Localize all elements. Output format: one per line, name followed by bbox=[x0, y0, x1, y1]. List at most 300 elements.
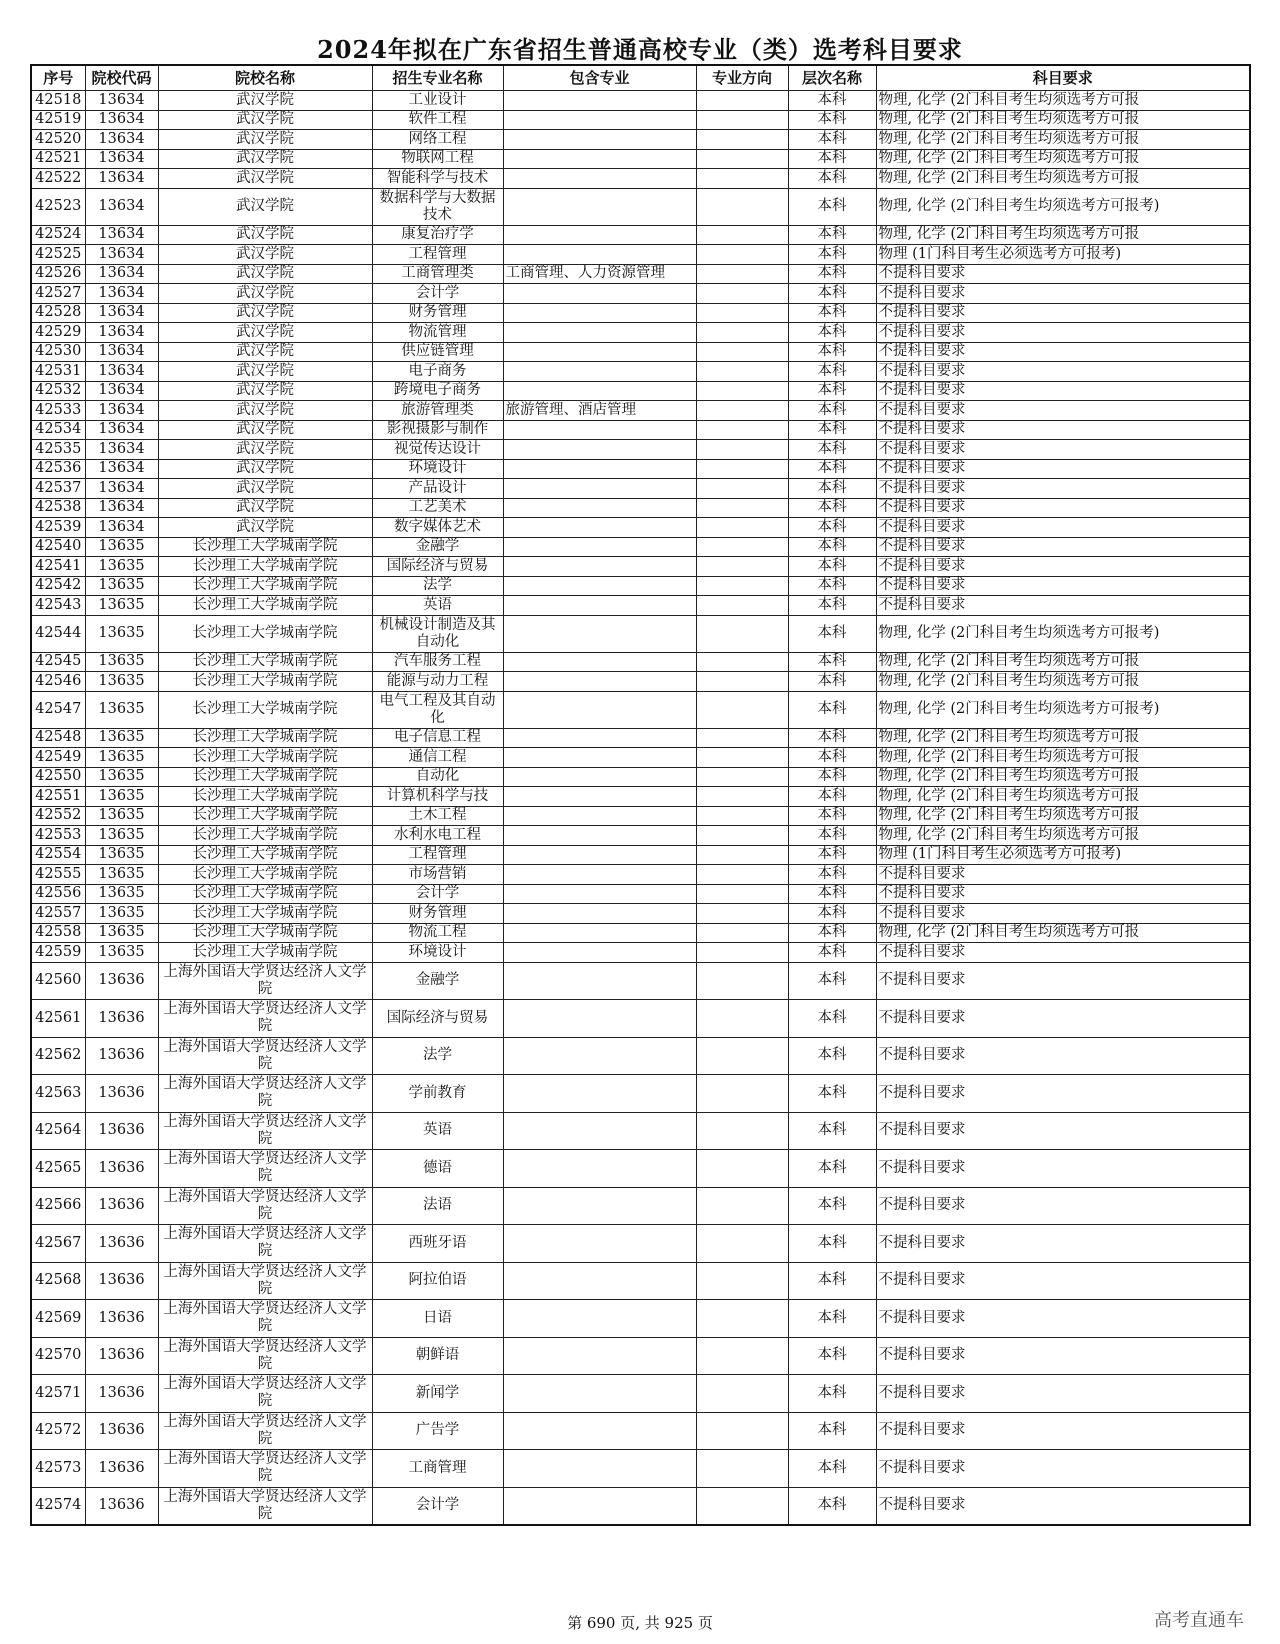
table-cell: 武汉学院 bbox=[158, 169, 372, 189]
table-row bbox=[31, 245, 1250, 265]
table-cell: 本科 bbox=[788, 303, 876, 323]
table-cell: 13636 bbox=[85, 962, 158, 1000]
table-cell bbox=[696, 884, 788, 904]
table-cell: 物理, 化学 (2门科目考生均须选考方可报 bbox=[876, 110, 1250, 130]
table-cell bbox=[696, 615, 788, 652]
table-row bbox=[31, 381, 1250, 401]
table-cell bbox=[696, 1112, 788, 1150]
table-cell: 不提科目要求 bbox=[876, 557, 1250, 577]
table-cell: 物理, 化学 (2门科目考生均须选考方可报 bbox=[876, 91, 1250, 111]
col-header-index: 序号 bbox=[31, 65, 85, 91]
table-cell: 本科 bbox=[788, 728, 876, 748]
table-cell bbox=[503, 615, 696, 652]
table-cell: 42573 bbox=[31, 1450, 85, 1488]
table-cell: 本科 bbox=[788, 787, 876, 807]
table-cell: 42543 bbox=[31, 596, 85, 616]
table-cell: 13636 bbox=[85, 1075, 158, 1113]
table-row bbox=[31, 615, 1250, 652]
table-cell: 物理, 化学 (2门科目考生均须选考方可报 bbox=[876, 169, 1250, 189]
table-row bbox=[31, 1075, 1250, 1113]
table-cell bbox=[696, 962, 788, 1000]
table-cell: 本科 bbox=[788, 1225, 876, 1263]
table-cell: 物理, 化学 (2门科目考生均须选考方可报考) bbox=[876, 188, 1250, 225]
table-cell: 42559 bbox=[31, 943, 85, 963]
table-cell: 长沙理工大学城南学院 bbox=[158, 806, 372, 826]
table-cell: 长沙理工大学城南学院 bbox=[158, 576, 372, 596]
table-row bbox=[31, 1112, 1250, 1150]
table-cell: 13634 bbox=[85, 284, 158, 304]
table-cell: 物理, 化学 (2门科目考生均须选考方可报 bbox=[876, 130, 1250, 150]
table-cell: 上海外国语大学贤达经济人文学院 bbox=[158, 1000, 372, 1038]
table-cell: 42520 bbox=[31, 130, 85, 150]
table-cell: 电子商务 bbox=[372, 362, 503, 382]
table-cell: 物理, 化学 (2门科目考生均须选考方可报 bbox=[876, 652, 1250, 672]
table-cell: 市场营销 bbox=[372, 865, 503, 885]
table-cell: 本科 bbox=[788, 1300, 876, 1338]
table-cell bbox=[503, 1112, 696, 1150]
table-row bbox=[31, 904, 1250, 924]
table-cell: 42532 bbox=[31, 381, 85, 401]
table-cell bbox=[503, 1225, 696, 1263]
table-cell: 本科 bbox=[788, 149, 876, 169]
table-cell: 本科 bbox=[788, 381, 876, 401]
table-cell: 旅游管理类 bbox=[372, 401, 503, 421]
table-row bbox=[31, 169, 1250, 189]
table-cell: 机械设计制造及其自动化 bbox=[372, 615, 503, 652]
table-cell: 本科 bbox=[788, 401, 876, 421]
table-cell bbox=[696, 557, 788, 577]
table-cell: 法学 bbox=[372, 1037, 503, 1075]
table-cell: 金融学 bbox=[372, 962, 503, 1000]
table-cell: 42521 bbox=[31, 149, 85, 169]
table-cell: 土木工程 bbox=[372, 806, 503, 826]
table-cell bbox=[696, 498, 788, 518]
table-cell bbox=[503, 557, 696, 577]
table-cell: 13634 bbox=[85, 130, 158, 150]
table-row bbox=[31, 652, 1250, 672]
table-cell: 工商管理类 bbox=[372, 264, 503, 284]
table-cell: 不提科目要求 bbox=[876, 537, 1250, 557]
table-cell: 通信工程 bbox=[372, 748, 503, 768]
table-cell: 本科 bbox=[788, 245, 876, 265]
table-row bbox=[31, 130, 1250, 150]
table-cell: 13634 bbox=[85, 479, 158, 499]
table-cell bbox=[503, 362, 696, 382]
table-row bbox=[31, 845, 1250, 865]
table-header-row bbox=[31, 65, 1250, 91]
table-cell: 13634 bbox=[85, 323, 158, 343]
table-cell bbox=[503, 728, 696, 748]
table-cell bbox=[696, 1225, 788, 1263]
table-row bbox=[31, 1450, 1250, 1488]
table-cell bbox=[503, 1037, 696, 1075]
table-cell: 13634 bbox=[85, 518, 158, 538]
table-cell: 本科 bbox=[788, 342, 876, 362]
table-cell bbox=[503, 1300, 696, 1338]
table-cell bbox=[503, 596, 696, 616]
table-cell: 长沙理工大学城南学院 bbox=[158, 748, 372, 768]
table-cell: 武汉学院 bbox=[158, 149, 372, 169]
table-cell: 42548 bbox=[31, 728, 85, 748]
table-cell: 本科 bbox=[788, 1150, 876, 1188]
table-cell: 物理, 化学 (2门科目考生均须选考方可报 bbox=[876, 149, 1250, 169]
table-cell: 武汉学院 bbox=[158, 401, 372, 421]
table-row bbox=[31, 1412, 1250, 1450]
table-cell: 13635 bbox=[85, 576, 158, 596]
table-cell: 长沙理工大学城南学院 bbox=[158, 557, 372, 577]
table-cell: 物联网工程 bbox=[372, 149, 503, 169]
table-cell: 计算机科学与技 bbox=[372, 787, 503, 807]
table-cell: 不提科目要求 bbox=[876, 1337, 1250, 1375]
table-cell: 长沙理工大学城南学院 bbox=[158, 537, 372, 557]
table-cell: 不提科目要求 bbox=[876, 303, 1250, 323]
table-cell: 上海外国语大学贤达经济人文学院 bbox=[158, 1075, 372, 1113]
table-cell: 武汉学院 bbox=[158, 362, 372, 382]
table-cell: 不提科目要求 bbox=[876, 440, 1250, 460]
table-cell bbox=[503, 884, 696, 904]
table-cell: 13635 bbox=[85, 923, 158, 943]
table-cell bbox=[696, 806, 788, 826]
table-cell: 会计学 bbox=[372, 884, 503, 904]
table-cell: 13634 bbox=[85, 169, 158, 189]
table-cell bbox=[503, 806, 696, 826]
table-cell: 武汉学院 bbox=[158, 225, 372, 245]
table-cell: 13634 bbox=[85, 245, 158, 265]
table-row bbox=[31, 576, 1250, 596]
table-row bbox=[31, 767, 1250, 787]
table-cell: 武汉学院 bbox=[158, 342, 372, 362]
table-row bbox=[31, 1150, 1250, 1188]
table-cell: 本科 bbox=[788, 479, 876, 499]
table-cell: 影视摄影与制作 bbox=[372, 420, 503, 440]
table-row bbox=[31, 225, 1250, 245]
table-cell: 本科 bbox=[788, 943, 876, 963]
table-cell bbox=[503, 110, 696, 130]
table-row bbox=[31, 1487, 1250, 1525]
table-cell: 42571 bbox=[31, 1375, 85, 1413]
table-cell bbox=[503, 188, 696, 225]
table-cell: 智能科学与技术 bbox=[372, 169, 503, 189]
table-cell: 工程管理 bbox=[372, 845, 503, 865]
table-cell bbox=[503, 865, 696, 885]
table-row bbox=[31, 596, 1250, 616]
table-cell: 13636 bbox=[85, 1487, 158, 1525]
table-cell: 本科 bbox=[788, 1187, 876, 1225]
table-cell bbox=[696, 923, 788, 943]
table-cell: 42566 bbox=[31, 1187, 85, 1225]
table-cell bbox=[696, 728, 788, 748]
table-cell: 上海外国语大学贤达经济人文学院 bbox=[158, 1225, 372, 1263]
table-cell: 上海外国语大学贤达经济人文学院 bbox=[158, 1262, 372, 1300]
table-cell: 13635 bbox=[85, 943, 158, 963]
table-cell: 英语 bbox=[372, 1112, 503, 1150]
table-cell: 不提科目要求 bbox=[876, 1187, 1250, 1225]
table-cell: 不提科目要求 bbox=[876, 596, 1250, 616]
table-cell: 不提科目要求 bbox=[876, 518, 1250, 538]
col-header-major-direction: 专业方向 bbox=[696, 65, 788, 91]
table-cell: 13635 bbox=[85, 728, 158, 748]
table-cell: 42554 bbox=[31, 845, 85, 865]
table-cell: 长沙理工大学城南学院 bbox=[158, 672, 372, 692]
table-cell bbox=[503, 767, 696, 787]
table-cell: 物理, 化学 (2门科目考生均须选考方可报 bbox=[876, 923, 1250, 943]
table-cell: 13634 bbox=[85, 498, 158, 518]
subject-requirements-table bbox=[30, 64, 1251, 1526]
table-cell bbox=[696, 652, 788, 672]
brand-watermark: 高考直通车 bbox=[1154, 1610, 1244, 1631]
table-cell: 42565 bbox=[31, 1150, 85, 1188]
table-cell: 不提科目要求 bbox=[876, 1000, 1250, 1038]
table-cell: 本科 bbox=[788, 323, 876, 343]
table-cell bbox=[696, 748, 788, 768]
table-cell bbox=[503, 652, 696, 672]
table-cell: 不提科目要求 bbox=[876, 576, 1250, 596]
table-row bbox=[31, 1337, 1250, 1375]
table-cell: 42518 bbox=[31, 91, 85, 111]
table-cell: 本科 bbox=[788, 1262, 876, 1300]
table-cell bbox=[503, 225, 696, 245]
table-cell bbox=[503, 962, 696, 1000]
table-cell: 长沙理工大学城南学院 bbox=[158, 691, 372, 728]
table-cell: 长沙理工大学城南学院 bbox=[158, 596, 372, 616]
table-cell: 不提科目要求 bbox=[876, 498, 1250, 518]
table-cell: 本科 bbox=[788, 284, 876, 304]
table-cell: 不提科目要求 bbox=[876, 1112, 1250, 1150]
table-cell: 13635 bbox=[85, 767, 158, 787]
table-cell: 42542 bbox=[31, 576, 85, 596]
table-cell: 42522 bbox=[31, 169, 85, 189]
table-cell: 42537 bbox=[31, 479, 85, 499]
table-cell: 上海外国语大学贤达经济人文学院 bbox=[158, 1150, 372, 1188]
table-cell: 跨境电子商务 bbox=[372, 381, 503, 401]
table-row bbox=[31, 557, 1250, 577]
table-cell: 本科 bbox=[788, 498, 876, 518]
table-cell: 能源与动力工程 bbox=[372, 672, 503, 692]
table-cell bbox=[696, 1075, 788, 1113]
table-cell bbox=[503, 459, 696, 479]
table-cell bbox=[696, 420, 788, 440]
table-cell: 康复治疗学 bbox=[372, 225, 503, 245]
table-cell bbox=[696, 440, 788, 460]
table-cell: 长沙理工大学城南学院 bbox=[158, 943, 372, 963]
table-cell: 13635 bbox=[85, 748, 158, 768]
table-cell: 本科 bbox=[788, 615, 876, 652]
table-cell: 13635 bbox=[85, 904, 158, 924]
table-cell bbox=[696, 826, 788, 846]
table-cell: 财务管理 bbox=[372, 303, 503, 323]
table-row bbox=[31, 264, 1250, 284]
table-cell: 物理, 化学 (2门科目考生均须选考方可报 bbox=[876, 728, 1250, 748]
table-cell bbox=[503, 303, 696, 323]
table-cell: 42526 bbox=[31, 264, 85, 284]
table-cell bbox=[696, 225, 788, 245]
table-cell: 工商管理、人力资源管理 bbox=[503, 264, 696, 284]
col-header-school-name: 院校名称 bbox=[158, 65, 372, 91]
table-cell bbox=[696, 1187, 788, 1225]
table-cell: 物理, 化学 (2门科目考生均须选考方可报 bbox=[876, 225, 1250, 245]
table-cell: 不提科目要求 bbox=[876, 943, 1250, 963]
table-cell: 42561 bbox=[31, 1000, 85, 1038]
table-cell: 42524 bbox=[31, 225, 85, 245]
table-cell: 本科 bbox=[788, 865, 876, 885]
table-cell: 不提科目要求 bbox=[876, 865, 1250, 885]
table-cell: 42556 bbox=[31, 884, 85, 904]
table-cell: 42547 bbox=[31, 691, 85, 728]
table-cell: 武汉学院 bbox=[158, 264, 372, 284]
table-cell: 42564 bbox=[31, 1112, 85, 1150]
col-header-included-majors: 包含专业 bbox=[503, 65, 696, 91]
table-cell: 会计学 bbox=[372, 1487, 503, 1525]
table-cell bbox=[696, 303, 788, 323]
table-cell bbox=[696, 576, 788, 596]
table-cell bbox=[503, 518, 696, 538]
table-cell bbox=[503, 1375, 696, 1413]
table-cell: 物理, 化学 (2门科目考生均须选考方可报 bbox=[876, 826, 1250, 846]
table-cell: 本科 bbox=[788, 420, 876, 440]
table-cell: 本科 bbox=[788, 1450, 876, 1488]
table-cell: 本科 bbox=[788, 91, 876, 111]
table-cell bbox=[696, 1337, 788, 1375]
table-row bbox=[31, 806, 1250, 826]
table-cell: 不提科目要求 bbox=[876, 459, 1250, 479]
table-cell: 武汉学院 bbox=[158, 284, 372, 304]
table-row bbox=[31, 1037, 1250, 1075]
table-row bbox=[31, 672, 1250, 692]
table-cell: 本科 bbox=[788, 845, 876, 865]
table-cell: 本科 bbox=[788, 459, 876, 479]
table-row bbox=[31, 91, 1250, 111]
table-cell: 13636 bbox=[85, 1187, 158, 1225]
table-cell bbox=[696, 787, 788, 807]
table-cell: 武汉学院 bbox=[158, 130, 372, 150]
table-cell: 英语 bbox=[372, 596, 503, 616]
table-cell: 法语 bbox=[372, 1187, 503, 1225]
table-cell bbox=[696, 943, 788, 963]
table-cell: 不提科目要求 bbox=[876, 323, 1250, 343]
table-cell: 本科 bbox=[788, 884, 876, 904]
table-cell: 13636 bbox=[85, 1112, 158, 1150]
table-cell bbox=[503, 1075, 696, 1113]
table-cell: 13635 bbox=[85, 845, 158, 865]
table-cell: 武汉学院 bbox=[158, 245, 372, 265]
table-cell: 本科 bbox=[788, 362, 876, 382]
table-row bbox=[31, 1375, 1250, 1413]
table-cell: 本科 bbox=[788, 130, 876, 150]
table-row bbox=[31, 826, 1250, 846]
table-cell bbox=[503, 537, 696, 557]
table-row bbox=[31, 401, 1250, 421]
table-cell: 13636 bbox=[85, 1037, 158, 1075]
table-cell: 水利水电工程 bbox=[372, 826, 503, 846]
col-header-subject-requirement: 科目要求 bbox=[876, 65, 1250, 91]
table-row bbox=[31, 691, 1250, 728]
table-cell bbox=[696, 1037, 788, 1075]
table-cell: 本科 bbox=[788, 557, 876, 577]
table-cell: 42553 bbox=[31, 826, 85, 846]
table-cell: 13636 bbox=[85, 1450, 158, 1488]
table-cell: 42572 bbox=[31, 1412, 85, 1450]
table-row bbox=[31, 498, 1250, 518]
table-cell bbox=[503, 440, 696, 460]
table-cell: 广告学 bbox=[372, 1412, 503, 1450]
table-cell: 本科 bbox=[788, 806, 876, 826]
table-cell: 不提科目要求 bbox=[876, 1450, 1250, 1488]
table-cell: 42570 bbox=[31, 1337, 85, 1375]
table-cell: 本科 bbox=[788, 691, 876, 728]
table-cell: 本科 bbox=[788, 904, 876, 924]
table-cell: 上海外国语大学贤达经济人文学院 bbox=[158, 1112, 372, 1150]
table-cell bbox=[696, 91, 788, 111]
table-cell: 13634 bbox=[85, 303, 158, 323]
table-cell: 42545 bbox=[31, 652, 85, 672]
table-cell bbox=[503, 904, 696, 924]
table-cell: 上海外国语大学贤达经济人文学院 bbox=[158, 1187, 372, 1225]
table-row bbox=[31, 884, 1250, 904]
table-cell bbox=[503, 1262, 696, 1300]
table-cell: 13634 bbox=[85, 264, 158, 284]
table-cell bbox=[696, 767, 788, 787]
table-cell: 法学 bbox=[372, 576, 503, 596]
table-cell: 上海外国语大学贤达经济人文学院 bbox=[158, 1337, 372, 1375]
table-cell: 长沙理工大学城南学院 bbox=[158, 787, 372, 807]
table-row bbox=[31, 787, 1250, 807]
table-cell: 武汉学院 bbox=[158, 420, 372, 440]
table-cell: 42562 bbox=[31, 1037, 85, 1075]
table-cell: 本科 bbox=[788, 110, 876, 130]
table-cell bbox=[696, 904, 788, 924]
table-cell: 物理, 化学 (2门科目考生均须选考方可报 bbox=[876, 748, 1250, 768]
table-cell: 上海外国语大学贤达经济人文学院 bbox=[158, 1375, 372, 1413]
table-cell: 42567 bbox=[31, 1225, 85, 1263]
table-cell bbox=[696, 845, 788, 865]
table-cell: 42546 bbox=[31, 672, 85, 692]
table-cell: 42529 bbox=[31, 323, 85, 343]
table-cell: 朝鲜语 bbox=[372, 1337, 503, 1375]
table-cell: 不提科目要求 bbox=[876, 904, 1250, 924]
table-cell bbox=[503, 943, 696, 963]
table-cell: 42558 bbox=[31, 923, 85, 943]
table-row bbox=[31, 188, 1250, 225]
table-cell: 阿拉伯语 bbox=[372, 1262, 503, 1300]
table-row bbox=[31, 459, 1250, 479]
table-cell: 42533 bbox=[31, 401, 85, 421]
table-cell: 不提科目要求 bbox=[876, 401, 1250, 421]
table-cell: 42534 bbox=[31, 420, 85, 440]
table-cell: 42560 bbox=[31, 962, 85, 1000]
table-cell: 工艺美术 bbox=[372, 498, 503, 518]
table-cell bbox=[696, 1262, 788, 1300]
table-cell: 本科 bbox=[788, 962, 876, 1000]
table-cell: 13634 bbox=[85, 225, 158, 245]
table-cell bbox=[503, 1187, 696, 1225]
table-cell: 软件工程 bbox=[372, 110, 503, 130]
table-cell: 13635 bbox=[85, 865, 158, 885]
table-cell: 本科 bbox=[788, 1487, 876, 1525]
table-cell bbox=[696, 169, 788, 189]
table-cell: 42550 bbox=[31, 767, 85, 787]
table-cell: 13635 bbox=[85, 557, 158, 577]
table-cell: 42519 bbox=[31, 110, 85, 130]
table-cell bbox=[696, 672, 788, 692]
table-cell: 13634 bbox=[85, 459, 158, 479]
table-cell: 不提科目要求 bbox=[876, 1262, 1250, 1300]
table-cell: 13635 bbox=[85, 826, 158, 846]
table-cell: 学前教育 bbox=[372, 1075, 503, 1113]
table-cell: 本科 bbox=[788, 440, 876, 460]
col-header-level: 层次名称 bbox=[788, 65, 876, 91]
table-cell bbox=[696, 401, 788, 421]
table-cell: 旅游管理、酒店管理 bbox=[503, 401, 696, 421]
